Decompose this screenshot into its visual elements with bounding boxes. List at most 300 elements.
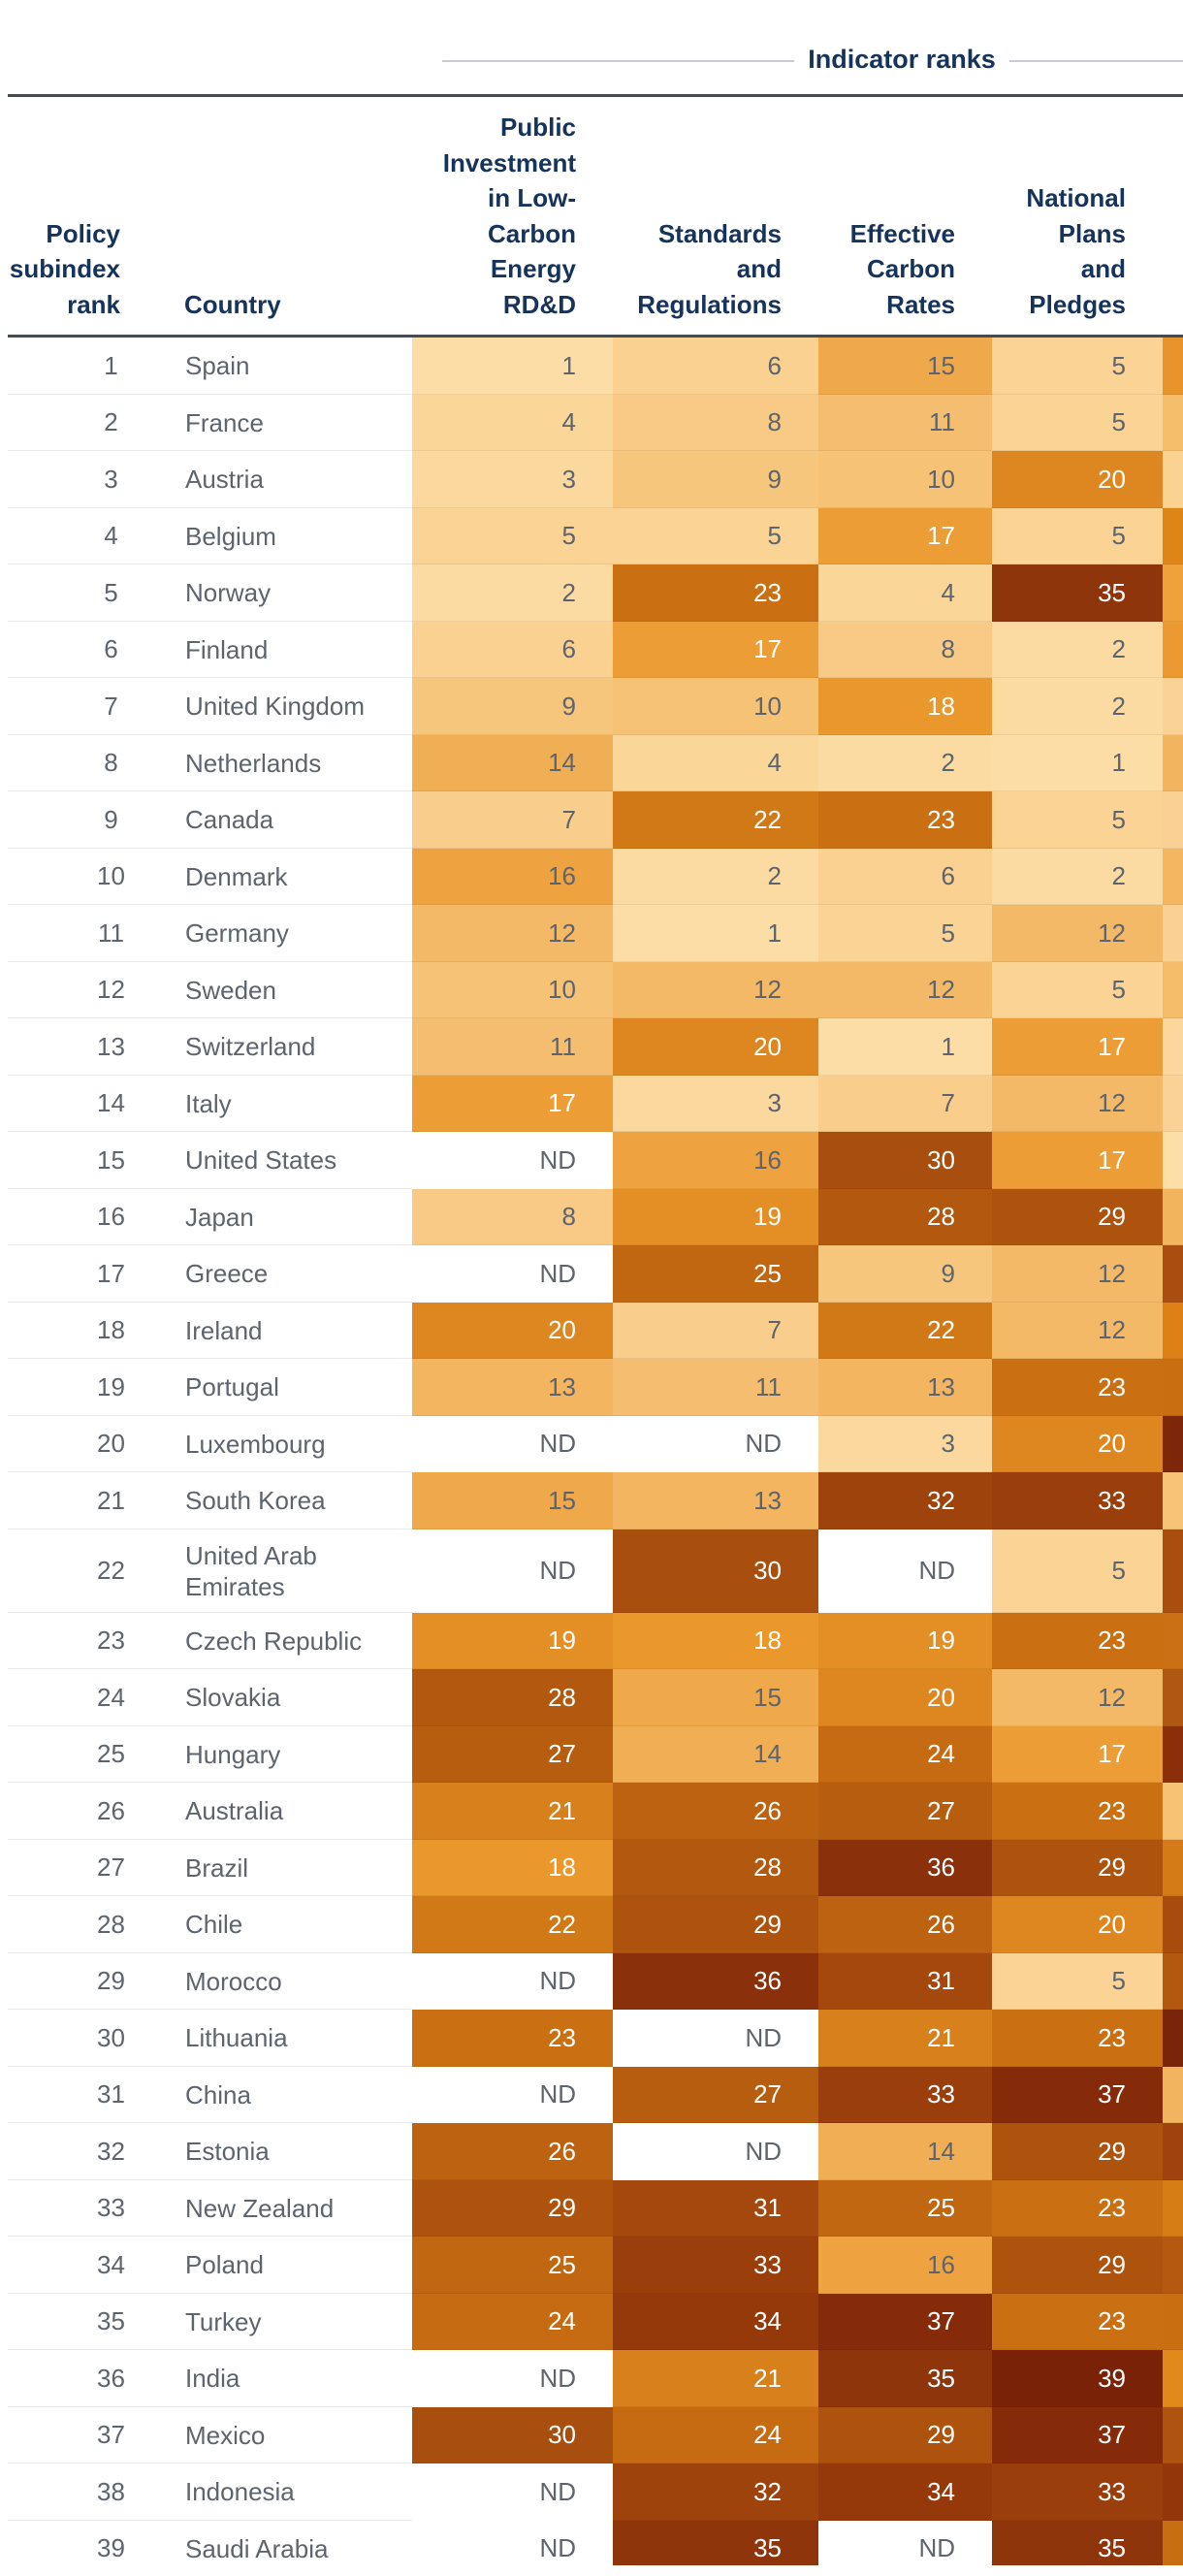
rank-cell: 22 [97, 1556, 125, 1585]
indicator-cell: 5 [412, 508, 613, 565]
rank-header-line: subindex [9, 254, 120, 283]
table-row [0, 1018, 1183, 1076]
cutoff-indicator-cell [1163, 1669, 1183, 1726]
table-row [0, 1076, 1183, 1133]
country-cell: Turkey [185, 2306, 262, 2336]
indicator-cell: 11 [613, 1359, 818, 1416]
rank-cell: 14 [97, 1088, 125, 1118]
rank-cell: 10 [97, 861, 125, 891]
rank-cell: 18 [97, 1315, 125, 1345]
indicator-cell: 23 [613, 564, 818, 622]
country-cell: Luxembourg [185, 1429, 326, 1459]
indicator-cell: 12 [992, 905, 1163, 962]
indicator-cell: 19 [412, 1613, 613, 1670]
country-cell: Denmark [185, 861, 288, 891]
table-rows [0, 338, 1183, 2565]
country-cell: United States [185, 1145, 337, 1175]
table-row [0, 791, 1183, 849]
country-cell: Italy [185, 1088, 232, 1118]
indicator-cell: 5 [992, 508, 1163, 565]
heading-rule-right [1009, 60, 1183, 62]
indicator-cell: 35 [818, 2350, 992, 2407]
indicator-cell: 24 [613, 2407, 818, 2464]
indicator-cell: 4 [818, 564, 992, 622]
country-cell: Austria [185, 465, 264, 495]
rank-cell: 12 [97, 975, 125, 1005]
country-column-header: Country [184, 289, 281, 319]
table-row [0, 2521, 1183, 2566]
indicator-cell: 20 [992, 451, 1163, 508]
indicator-cell: 9 [412, 678, 613, 735]
indicator-cell: 33 [613, 2237, 818, 2294]
country-cell: Brazil [185, 1852, 249, 1883]
indicator-cell: 6 [818, 849, 992, 906]
indicator-cell: 35 [992, 2521, 1163, 2566]
cutoff-indicator-cell [1163, 2010, 1183, 2067]
cutoff-indicator-cell [1163, 1953, 1183, 2011]
rank-cell: 4 [104, 521, 118, 551]
indicator-cell: ND [412, 1245, 613, 1303]
table-row [0, 2010, 1183, 2067]
indicator-cell: 26 [818, 1896, 992, 1953]
rank-cell: 25 [97, 1739, 125, 1769]
country-cell: Saudi Arabia [185, 2533, 329, 2563]
rank-cell: 28 [97, 1909, 125, 1939]
rank-cell: 8 [104, 748, 118, 778]
indicator-cell: 8 [613, 395, 818, 452]
table-row [0, 1953, 1183, 2011]
country-cell: Australia [185, 1796, 284, 1826]
indicator-cell: 11 [818, 395, 992, 452]
table-row [0, 1783, 1183, 1840]
indicator-cell: 5 [992, 395, 1163, 452]
cutoff-indicator-cell [1163, 905, 1183, 962]
indicator-header-line: National [1026, 183, 1126, 212]
indicator-header-line: Plans [1058, 218, 1126, 248]
table-row [0, 849, 1183, 906]
rank-cell: 13 [97, 1031, 125, 1061]
indicator-header-line: Effective [849, 218, 955, 248]
indicator-cell: 29 [992, 1189, 1163, 1246]
table-row [0, 1189, 1183, 1246]
indicator-cell: 23 [992, 1783, 1163, 1840]
country-cell: South Korea [185, 1486, 326, 1516]
rank-cell: 35 [97, 2306, 125, 2336]
rank-cell: 23 [97, 1626, 125, 1656]
rank-cell: 5 [104, 577, 118, 607]
indicator-cell: 23 [992, 2010, 1163, 2067]
indicator-cell: 24 [412, 2294, 613, 2351]
table-row [0, 962, 1183, 1019]
rank-cell: 9 [104, 804, 118, 834]
country-cell: Germany [185, 918, 289, 949]
table-row [0, 338, 1183, 395]
indicator-cell: 3 [613, 1076, 818, 1133]
indicator-cell: ND [818, 2521, 992, 2566]
rank-cell: 16 [97, 1202, 125, 1232]
indicator-cell: 21 [412, 1783, 613, 1840]
indicator-header-line: Investment [442, 147, 576, 177]
indicator-cell: 10 [412, 962, 613, 1019]
indicator-cell: 26 [412, 2123, 613, 2180]
country-cell: Estonia [185, 2137, 270, 2167]
rank-cell: 30 [97, 2022, 125, 2052]
cutoff-indicator-cell [1163, 1472, 1183, 1530]
table-row [0, 2180, 1183, 2238]
indicator-cell: 4 [613, 735, 818, 792]
rank-cell: 38 [97, 2476, 125, 2506]
indicator-cell: ND [412, 2350, 613, 2407]
indicator-cell: ND [818, 1530, 992, 1613]
cutoff-indicator-cell [1163, 564, 1183, 622]
indicator-cell: 2 [613, 849, 818, 906]
indicator-cell: 9 [613, 451, 818, 508]
indicator-cell: ND [412, 2067, 613, 2124]
country-cell: Norway [185, 578, 272, 608]
indicator-header-line: Energy [490, 254, 576, 283]
indicator-cell: 16 [818, 2237, 992, 2294]
indicator-cell: 7 [818, 1076, 992, 1133]
indicator-cell: 35 [613, 2521, 818, 2566]
rank-cell: 15 [97, 1144, 125, 1175]
cutoff-indicator-cell [1163, 451, 1183, 508]
indicator-cell: 13 [412, 1359, 613, 1416]
table-row [0, 2123, 1183, 2180]
country-cell: Belgium [185, 521, 276, 551]
table-row [0, 1840, 1183, 1897]
indicator-cell: 29 [992, 2237, 1163, 2294]
table-row [0, 1896, 1183, 1953]
indicator-cell: 29 [992, 1840, 1163, 1897]
rank-cell: 36 [97, 2363, 125, 2393]
indicator-cell: 8 [412, 1189, 613, 1246]
country-cell: United Kingdom [185, 692, 365, 722]
indicator-cell: 25 [818, 2180, 992, 2238]
indicator-cell: 15 [613, 1669, 818, 1726]
country-cell: Poland [185, 2250, 264, 2280]
table-row [0, 1416, 1183, 1473]
cutoff-indicator-cell [1163, 2521, 1183, 2566]
indicator-cell: ND [613, 1416, 818, 1473]
indicator-cell: 27 [412, 1726, 613, 1784]
indicator-cell: ND [412, 1530, 613, 1613]
indicator-cell: 19 [613, 1189, 818, 1246]
cutoff-indicator-cell [1163, 622, 1183, 679]
indicator-cell: 25 [613, 1245, 818, 1303]
cutoff-indicator-cell [1163, 1783, 1183, 1840]
country-cell: Finland [185, 634, 269, 664]
indicator-cell: 29 [992, 2123, 1163, 2180]
indicator-cell: 21 [818, 2010, 992, 2067]
indicator-header-line: and [1080, 254, 1126, 283]
indicator-cell: 14 [613, 1726, 818, 1784]
indicator-header-line: Rates [886, 289, 955, 319]
indicator-cell: 35 [992, 564, 1163, 622]
indicator-cell: 2 [412, 564, 613, 622]
country-cell: China [185, 2079, 251, 2109]
table-row [0, 2407, 1183, 2464]
country-cell: Hungary [185, 1739, 281, 1769]
indicator-cell: 5 [992, 962, 1163, 1019]
indicator-cell: 30 [412, 2407, 613, 2464]
indicator-header-line: in Low- [488, 183, 576, 212]
indicator-cell: 39 [992, 2350, 1163, 2407]
indicator-cell: 17 [992, 1726, 1163, 1784]
indicator-cell: 17 [992, 1018, 1163, 1076]
table-row [0, 1472, 1183, 1530]
indicator-cell: 16 [613, 1132, 818, 1189]
indicator-cell: 9 [818, 1245, 992, 1303]
table-row [0, 678, 1183, 735]
indicator-cell: 6 [412, 622, 613, 679]
country-cell: Switzerland [185, 1032, 316, 1062]
cutoff-indicator-cell [1163, 338, 1183, 395]
indicator-cell: 28 [613, 1840, 818, 1897]
indicator-cell: ND [613, 2010, 818, 2067]
rank-cell: 37 [97, 2420, 125, 2450]
indicator-cell: 10 [613, 678, 818, 735]
indicator-header-line: and [736, 254, 782, 283]
indicator-cell: 17 [818, 508, 992, 565]
indicator-cell: 23 [992, 2294, 1163, 2351]
indicator-cell: ND [412, 1132, 613, 1189]
indicator-cell: 2 [992, 678, 1163, 735]
rank-cell: 31 [97, 2079, 125, 2109]
indicator-cell: 20 [412, 1303, 613, 1360]
rank-header-line: Policy [46, 218, 120, 248]
cutoff-indicator-cell [1163, 1132, 1183, 1189]
indicator-cell: 5 [818, 905, 992, 962]
country-cell: New Zealand [185, 2193, 335, 2223]
indicator-cell: ND [412, 1416, 613, 1473]
indicator-cell: 22 [818, 1303, 992, 1360]
indicator-cell: 37 [992, 2407, 1163, 2464]
indicator-cell: 3 [818, 1416, 992, 1473]
rank-cell: 27 [97, 1852, 125, 1883]
table-row [0, 2067, 1183, 2124]
indicator-header-line: Standards [657, 218, 782, 248]
indicator-cell: 12 [818, 962, 992, 1019]
indicator-cell: 34 [818, 2463, 992, 2521]
indicator-cell: 23 [992, 2180, 1163, 2238]
table-row [0, 2463, 1183, 2521]
table-row [0, 451, 1183, 508]
indicator-cell: 29 [412, 2180, 613, 2238]
rank-header-line: rank [67, 289, 120, 319]
indicator-cell: 26 [613, 1783, 818, 1840]
indicator-cell: 12 [992, 1669, 1163, 1726]
indicator-cell: 8 [818, 622, 992, 679]
cutoff-indicator-cell [1163, 2294, 1183, 2351]
cutoff-indicator-cell [1163, 508, 1183, 565]
table-row [0, 2294, 1183, 2351]
table-row [0, 1669, 1183, 1726]
indicator-cell: 18 [412, 1840, 613, 1897]
country-cell: Sweden [185, 975, 276, 1005]
indicator-cell: 32 [613, 2463, 818, 2521]
cutoff-indicator-cell [1163, 2463, 1183, 2521]
indicator-cell: 33 [992, 2463, 1163, 2521]
indicator-column-header [835, 180, 1126, 322]
country-cell: India [185, 2364, 240, 2394]
table-row [0, 2237, 1183, 2294]
cutoff-indicator-cell [1163, 2237, 1183, 2294]
indicator-cell: 33 [818, 2067, 992, 2124]
indicator-cell: 11 [412, 1018, 613, 1076]
table-row [0, 1726, 1183, 1784]
indicator-cell: 1 [818, 1018, 992, 1076]
cutoff-indicator-cell [1163, 1303, 1183, 1360]
table-row [0, 735, 1183, 792]
table-row [0, 2350, 1183, 2407]
country-cell: Canada [185, 805, 274, 835]
indicator-cell: 2 [818, 735, 992, 792]
indicator-cell: 29 [818, 2407, 992, 2464]
indicator-cell: 28 [412, 1669, 613, 1726]
cutoff-indicator-cell [1163, 1189, 1183, 1246]
country-cell: Spain [185, 351, 250, 381]
indicator-cell: 7 [412, 791, 613, 849]
country-cell: Portugal [185, 1372, 279, 1402]
indicator-cell: 21 [613, 2350, 818, 2407]
indicator-cell: 12 [992, 1303, 1163, 1360]
indicator-cell: 23 [818, 791, 992, 849]
indicator-cell: ND [412, 2463, 613, 2521]
table-row [0, 1530, 1183, 1613]
indicator-cell: 4 [412, 395, 613, 452]
country-cell: Indonesia [185, 2477, 295, 2507]
rank-cell: 29 [97, 1966, 125, 1996]
indicator-cell: 27 [613, 2067, 818, 2124]
indicator-header-line: Public [499, 113, 576, 142]
indicator-cell: 22 [412, 1896, 613, 1953]
indicator-cell: 31 [613, 2180, 818, 2238]
indicator-cell: 15 [412, 1472, 613, 1530]
indicator-cell: 37 [818, 2294, 992, 2351]
indicator-cell: 12 [992, 1076, 1163, 1133]
indicator-cell: 5 [992, 1953, 1163, 2011]
country-cell: Japan [185, 1202, 254, 1232]
indicator-cell: 32 [818, 1472, 992, 1530]
indicator-cell: 23 [412, 2010, 613, 2067]
indicator-cell: 20 [818, 1669, 992, 1726]
country-cell: Slovakia [185, 1683, 281, 1713]
indicator-cell: 18 [613, 1613, 818, 1670]
table-row [0, 395, 1183, 452]
indicator-cell: 18 [818, 678, 992, 735]
indicator-cell: ND [613, 2123, 818, 2180]
rank-cell: 24 [97, 1682, 125, 1712]
cutoff-indicator-cell [1163, 2350, 1183, 2407]
table-row [0, 508, 1183, 565]
table-row [0, 1245, 1183, 1303]
indicator-cell: 33 [992, 1472, 1163, 1530]
indicator-cell: 12 [412, 905, 613, 962]
indicator-cell: 1 [412, 338, 613, 395]
cutoff-indicator-cell [1163, 1840, 1183, 1897]
cutoff-indicator-cell [1163, 735, 1183, 792]
cutoff-indicator-cell [1163, 1245, 1183, 1303]
rank-cell: 1 [104, 350, 118, 380]
indicator-cell: 27 [818, 1783, 992, 1840]
rank-cell: 20 [97, 1429, 125, 1459]
indicator-cell: 5 [613, 508, 818, 565]
cutoff-indicator-cell [1163, 2180, 1183, 2238]
rank-cell: 17 [97, 1258, 125, 1288]
indicator-cell: 15 [818, 338, 992, 395]
rank-column-header [0, 216, 120, 323]
indicator-header-line: Carbon [488, 218, 576, 248]
indicator-cell: 23 [992, 1613, 1163, 1670]
rank-cell: 34 [97, 2249, 125, 2279]
indicator-cell: 10 [818, 451, 992, 508]
indicator-cell: ND [412, 2521, 613, 2566]
indicator-header-line: Regulations [637, 289, 782, 319]
heading-rule-left [442, 60, 794, 62]
indicator-cell: 3 [412, 451, 613, 508]
indicator-header-line: Carbon [867, 254, 955, 283]
country-cell: Lithuania [185, 2023, 288, 2053]
indicator-cell: 1 [992, 735, 1163, 792]
cutoff-indicator-cell [1163, 1613, 1183, 1670]
cutoff-indicator-cell [1163, 962, 1183, 1019]
indicator-cell: 22 [613, 791, 818, 849]
rank-cell: 3 [104, 464, 118, 494]
indicator-header-line: Pledges [1029, 289, 1126, 319]
indicator-cell: 1 [613, 905, 818, 962]
rank-cell: 6 [104, 634, 118, 664]
indicator-cell: 14 [412, 735, 613, 792]
cutoff-indicator-cell [1163, 2407, 1183, 2464]
country-cell: Ireland [185, 1315, 263, 1345]
cutoff-indicator-cell [1163, 1359, 1183, 1416]
cutoff-indicator-cell [1163, 1018, 1183, 1076]
column-headers [0, 97, 1183, 335]
cutoff-indicator-cell [1163, 395, 1183, 452]
indicator-cell: 23 [992, 1359, 1163, 1416]
table-row [0, 1303, 1183, 1360]
rank-cell: 7 [104, 691, 118, 721]
table-row [0, 1132, 1183, 1189]
cutoff-indicator-cell [1163, 678, 1183, 735]
indicator-cell: 17 [992, 1132, 1163, 1189]
indicator-cell: 36 [613, 1953, 818, 2011]
cutoff-indicator-cell [1163, 2123, 1183, 2180]
table-row [0, 622, 1183, 679]
cutoff-indicator-cell [1163, 1726, 1183, 1784]
indicator-cell: 16 [412, 849, 613, 906]
indicator-cell: 13 [818, 1359, 992, 1416]
indicator-cell: 13 [613, 1472, 818, 1530]
country-cell: Morocco [185, 1966, 282, 1996]
indicator-cell: 29 [613, 1896, 818, 1953]
indicator-cell: 34 [613, 2294, 818, 2351]
country-cell: France [185, 407, 264, 437]
indicator-cell: 17 [412, 1076, 613, 1133]
rank-cell: 32 [97, 2136, 125, 2166]
indicator-cell: 37 [992, 2067, 1163, 2124]
cutoff-indicator-cell [1163, 1896, 1183, 1953]
indicator-cell: 7 [613, 1303, 818, 1360]
country-cell: Czech Republic [185, 1626, 363, 1656]
indicator-cell: 6 [613, 338, 818, 395]
indicator-cell: 20 [992, 1416, 1163, 1473]
indicator-cell: 28 [818, 1189, 992, 1246]
indicator-cell: 19 [818, 1613, 992, 1670]
indicator-cell: 24 [818, 1726, 992, 1784]
indicator-cell: 17 [613, 622, 818, 679]
indicator-cell: 20 [613, 1018, 818, 1076]
